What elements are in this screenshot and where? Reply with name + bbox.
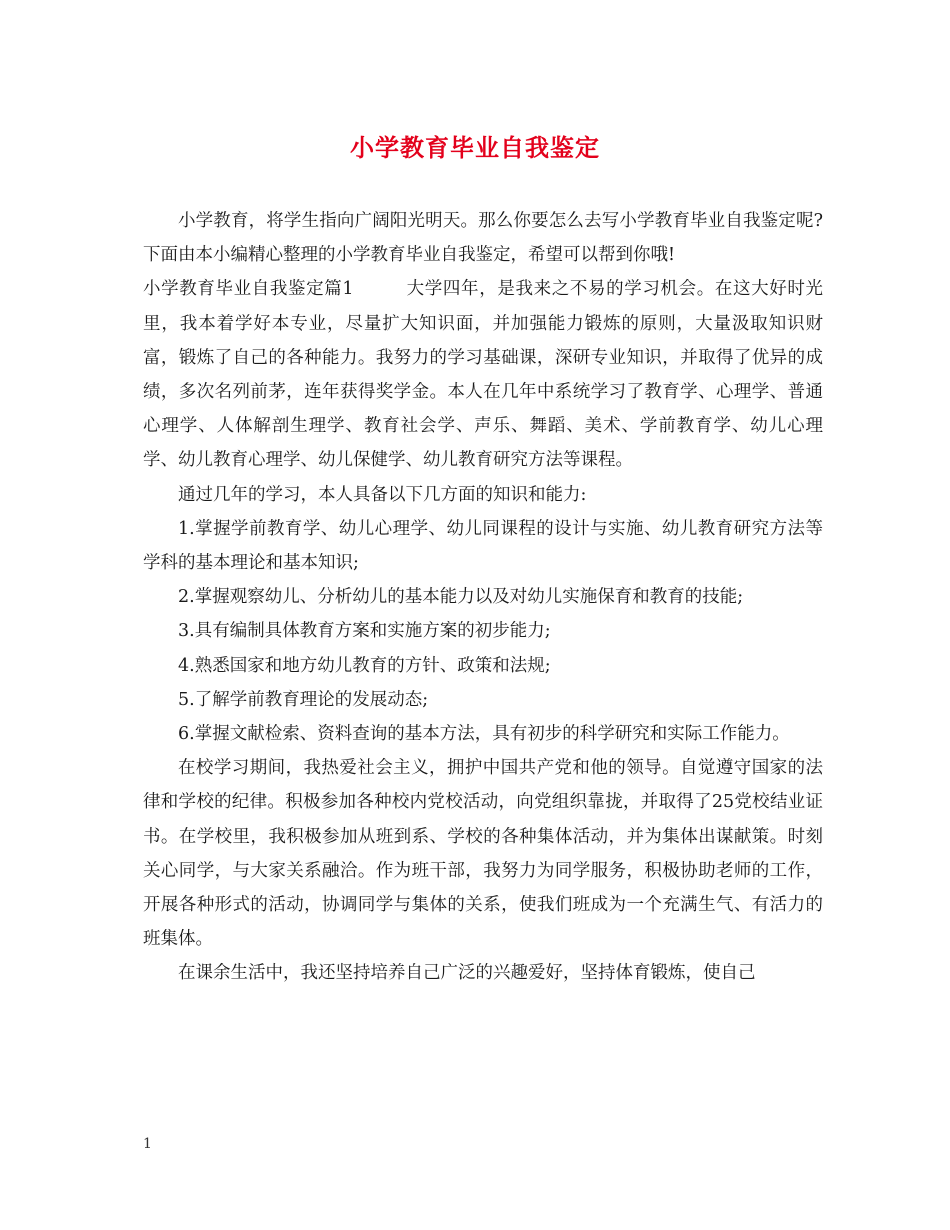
document-title: 小学教育毕业自我鉴定 — [350, 133, 600, 162]
ability-item-5: 5.了解学前教育理论的发展动态; — [178, 689, 429, 710]
page-number: 1 — [143, 1136, 152, 1152]
intro-paragraph: 小学教育，将学生指向广阔阳光明天。那么你要怎么去写小学教育毕业自我鉴定呢?下面由本小编精心整理的小学教育毕业自我鉴定，希望可以帮到你哦! — [143, 211, 823, 266]
ability-item-2: 2.掌握观察幼儿、分析幼儿的基本能力以及对幼儿实施保育和教育的技能; — [178, 587, 744, 608]
ability-item-3: 3.具有编制具体教育方案和实施方案的初步能力; — [178, 621, 551, 642]
school-paragraph: 在校学习期间，我热爱社会主义，拥护中国共产党和他的领导。自觉遵守国家的法律和学校的纪律。积极参加各种校内党校活动，向党组织靠拢，并取得了25党校结业证书。在学校里，我积极参加从班到系、学校的各种集体活动，并为集体出谋献策。时刻关心同学，与大家关系融洽。作为班干部，我努力为同学服务，积极协助老师的工作，开展各种形式的活动，协调同学与集体的关系，使我们班成为一个充满生气、有活力的班集体。 — [143, 758, 823, 950]
abilities-intro: 通过几年的学习，本人具备以下几方面的知识和能力: — [178, 484, 587, 505]
ability-item-4: 4.熟悉国家和地方幼儿教育的方针、政策和法规; — [178, 655, 551, 676]
leisure-paragraph: 在课余生活中，我还坚持培养自己广泛的兴趣爱好，坚持体育锻炼，使自己 — [178, 963, 756, 984]
section-first-paragraph — [143, 272, 823, 477]
ability-item-1: 1.掌握学前教育学、幼儿心理学、幼儿同课程的设计与实施、幼儿教育研究方法等学科的基本理论和基本知识; — [143, 518, 823, 574]
section-heading: 小学教育毕业自我鉴定篇1 — [143, 279, 354, 300]
ability-item-6: 6.掌握文献检索、资料查询的基本方法，具有初步的科学研究和实际工作能力。 — [178, 724, 790, 745]
document-body — [143, 204, 823, 991]
section-first-text: 大学四年，是我来之不易的学习机会。在这大好时光里，我本着学好本专业，尽量扩大知识面，并加强能力锻炼的原则，大量汲取知识财富，锻炼了自己的各种能力。我努力的学习基础课，深研专业知识，并取得了优异的成绩，多次名列前茅，连年获得奖学金。本人在几年中系统学习了教育学、心理学、普通心理学、人体解剖生理学、教育社会学、声乐、舞蹈、美术、学前教育学、幼儿心理学、幼儿教育心理学、幼儿保健学、幼儿教育研究方法等课程。 — [143, 279, 823, 471]
